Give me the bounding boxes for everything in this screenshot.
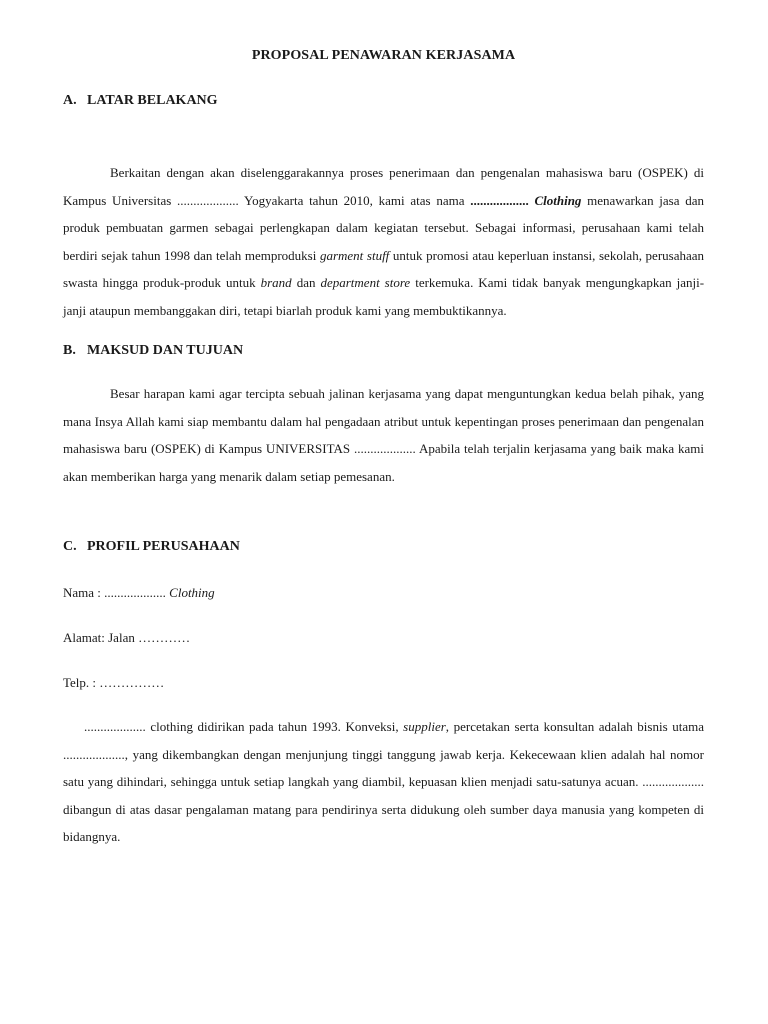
document-page bbox=[63, 0, 704, 1024]
text-run: , percetakan serta konsultan adalah bisnis utama ..................., yang dikembangkan dengan menjunjung tinggi tanggung jawab kerja. Kekecewaan klien adalah hal nomor satu yang dihindari, sehingga untuk setiap langkah yang diambil, kepuasan klien menjadi satu-satunya acuan. ................... dibangun di atas dasar pengalaman matang para pendirinya serta didukung oleh sumber daya manusia yang kompeten di bidangnya. bbox=[63, 719, 704, 844]
text-run: menawarkan jasa dan produk pembuatan garmen sebagai perlengkapan dalam kegiatan tersebut. Sebagai informasi, perusahaan kami telah berdiri sejak tahun 1998 dan telah memproduksi bbox=[63, 192, 705, 263]
text-run-bold: .................. bbox=[470, 192, 529, 208]
section-c-paragraph bbox=[63, 713, 704, 851]
section-b-heading bbox=[63, 343, 243, 359]
text-run-italic: brand bbox=[260, 275, 292, 290]
section-a-paragraph bbox=[63, 159, 704, 324]
text-run-italic: garment stuff bbox=[319, 247, 390, 263]
alamat-field: Alamat: Jalan ………… bbox=[63, 630, 191, 645]
section-c-number: C. bbox=[63, 539, 77, 554]
section-b-title: MAKSUD DAN TUJUAN bbox=[87, 343, 244, 358]
text-run-italic: department store bbox=[320, 275, 411, 290]
document-title: PROPOSAL PENAWARAN KERJASAMA bbox=[251, 48, 516, 63]
text-run: terkemuka. Kami tidak banyak mengungkapkan janji-janji ataupun membanggakan diri, tetapi biarlah produk kami yang membuktikannya. bbox=[63, 275, 705, 318]
nama-label: Nama : ................... bbox=[63, 585, 166, 600]
nama-field bbox=[63, 585, 215, 601]
section-b-paragraph: Besar harapan kami agar tercipta sebuah jalinan kerjasama yang dapat menguntungkan kedua belah pihak, yang mana Insya Allah kami siap membantu dalam hal pengadaan atribut untuk kepentingan proses penerimaan dan pengenalan mahasiswa baru (OSPEK) di Kampus UNIVERSITAS ................... Apabila telah terjalin kerjasama yang baik maka kami akan memberikan harga yang menarik dalam setiap pemesanan. bbox=[63, 386, 704, 484]
section-c-title: PROFIL PERUSAHAAN bbox=[87, 539, 240, 554]
nama-value: Clothing bbox=[169, 585, 215, 600]
telp-field: Telp. : …………… bbox=[63, 675, 165, 690]
section-a-title: LATAR BELAKANG bbox=[87, 93, 218, 108]
text-run: ................... clothing didirikan pada tahun 1993. Konveksi, bbox=[84, 719, 399, 734]
text-run: Berkaitan dengan akan diselenggarakannya proses penerimaan dan pengenalan mahasiswa baru (OSPEK) di Kampus Universitas ................... Yogyakarta tahun 2010, kami atas nama bbox=[63, 165, 704, 208]
text-run: untuk promosi atau keperluan instansi, sekolah, perusahaan swasta hingga produk-produk untuk bbox=[63, 247, 705, 290]
text-run: dan bbox=[296, 275, 316, 290]
section-a-heading bbox=[63, 93, 218, 109]
text-run-bold-italic: Clothing bbox=[534, 192, 582, 208]
section-a-number: A. bbox=[63, 93, 77, 108]
section-b-number: B. bbox=[63, 343, 76, 358]
text-run-italic: supplier bbox=[403, 719, 446, 734]
section-c-heading bbox=[63, 539, 240, 555]
